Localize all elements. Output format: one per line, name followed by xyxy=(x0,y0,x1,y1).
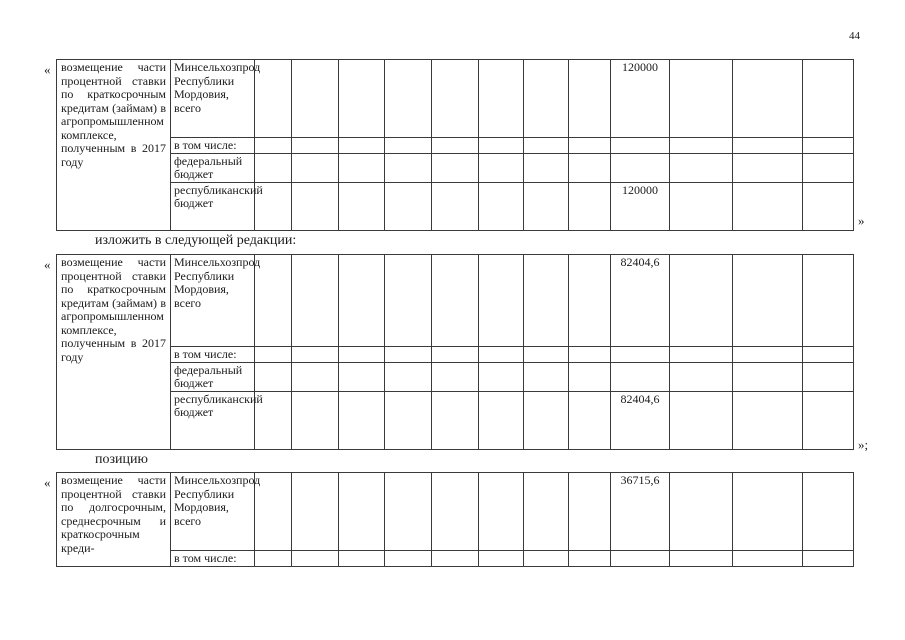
measure-name: возмещение части процентной ставки по долгосрочным, среднесрочным и краткосрочным креди- xyxy=(57,473,171,567)
responsible-cell: Минсельхозпрод Республики Мордовия, всего xyxy=(171,473,255,551)
close-quote: » xyxy=(858,213,865,228)
measure-name: возмещение части процентной ставки по краткосрочным кредитам (займам) в агропромышленном комплексе, полученным в 2017 году xyxy=(57,255,171,450)
responsible-cell: в том числе: xyxy=(171,347,255,363)
table-row xyxy=(57,138,854,154)
table-row xyxy=(57,551,854,567)
responsible-cell: Минсельхозпрод Республики Мордовия, всего xyxy=(171,60,255,138)
value-cell: 120000 xyxy=(611,182,670,230)
responsible-cell: республиканский бюджет xyxy=(171,182,255,230)
page-number: 44 xyxy=(849,30,860,42)
budget-table-next xyxy=(56,472,854,567)
responsible-cell: в том числе: xyxy=(171,551,255,567)
budget-table-original xyxy=(56,59,854,231)
open-quote: « xyxy=(44,257,51,272)
value-cell: 82404,6 xyxy=(611,391,670,449)
value-cell: 120000 xyxy=(611,60,670,138)
responsible-cell: федеральный бюджет xyxy=(171,153,255,182)
measure-name: возмещение части процентной ставки по краткосрочным кредитам (займам) в агропромышленном комплексе, полученным в 2017 году xyxy=(57,60,171,231)
table-row xyxy=(57,391,854,449)
table-row xyxy=(57,60,854,138)
table-row xyxy=(57,182,854,230)
budget-table-revised xyxy=(56,254,854,450)
table-row xyxy=(57,362,854,391)
value-cell: 36715,6 xyxy=(611,473,670,551)
instruction-text: изложить в следующей редакции: xyxy=(95,233,297,248)
value-cell: 82404,6 xyxy=(611,255,670,347)
responsible-cell: республиканский бюджет xyxy=(171,391,255,449)
position-text: позицию xyxy=(95,452,148,467)
responsible-cell: в том числе: xyxy=(171,138,255,154)
table-row xyxy=(57,153,854,182)
close-quote: »; xyxy=(858,437,869,452)
open-quote: « xyxy=(44,475,51,490)
table-row xyxy=(57,347,854,363)
table-row xyxy=(57,473,854,551)
responsible-cell: Минсельхозпрод Республики Мордовия, всего xyxy=(171,255,255,347)
responsible-cell: федеральный бюджет xyxy=(171,362,255,391)
open-quote: « xyxy=(44,62,51,77)
table-row xyxy=(57,255,854,347)
